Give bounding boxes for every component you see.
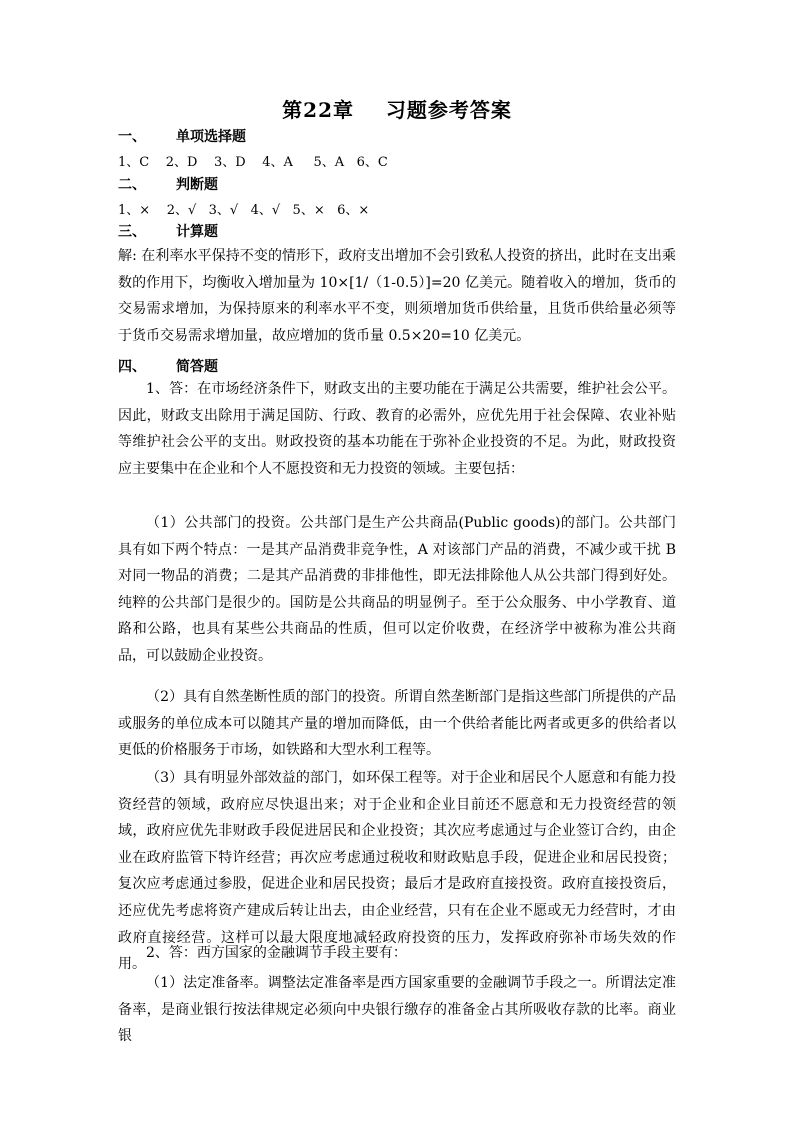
section-number: 三、 — [118, 224, 146, 240]
section-name: 判断题 — [176, 177, 218, 193]
section-number: 二、 — [118, 177, 146, 193]
single-choice-answers: 1、C 2、D 3、D 4、A 5、A 6、C — [118, 155, 388, 170]
section-name: 简答题 — [176, 359, 218, 375]
section-heading-calculation — [118, 221, 218, 241]
section-name: 计算题 — [176, 224, 218, 240]
calculation-answer: 解: 在利率水平保持不变的情形下，政府支出增加不会引致私人投资的挤出，此时在支出乘数的作用下，均衡收入增加量为 10×[1/（1-0.5）]=20 亿美元。随着收入的增加，货币的交易需求增加，为保持原来的利率水平不变，则须增加货币供给量，且货币供给量必须等于货币交易需求增加量，故应增加的货币量 0.5×20=10 亿美元。 — [118, 248, 676, 344]
answer-2-intro: 2、答：西方国家的金融调节手段主要有： — [146, 945, 407, 961]
answer-1-point-3: （3）具有明显外部效益的部门，如环保工程等。对于企业和居民个人愿意和有能力投资经营的领域，政府应尽快退出来；对于企业和企业目前还不愿意和无力投资经营的领域，政府应优先非财政手段促进居民和企业投资；其次应考虑通过与企业签订合约，由企业在政府监管下特许经营；再次应考虑通过税收和财政贴息手段，促进企业和居民投资；复次应考虑通过参股，促进企业和居民投资；最后才是政府直接投资。政府直接投资后，还应优先考虑将资产建成后转让出去，由企业经营，只有在企业不愿或无力经营时，才由政府直接经营。这样可以最大限度地减轻政府投资的压力，发挥政府弥补市场失效的作用。 — [118, 770, 676, 973]
section-number: 一、 — [118, 129, 146, 145]
section-number: 四、 — [118, 359, 146, 375]
section-heading-single-choice — [118, 126, 246, 146]
answer-2-point-1: （1）法定准备率。调整法定准备率是西方国家重要的金融调节手段之一。所谓法定准备率，是商业银行按法律规定必须向中央银行缴存的准备金占其所吸收存款的比率。商业银 — [118, 975, 676, 1045]
section-heading-true-false — [118, 174, 218, 194]
section-name: 单项选择题 — [176, 129, 246, 145]
answer-1-point-2: （2）具有自然垄断性质的部门的投资。所谓自然垄断部门是指这些部门所提供的产品或服务的单位成本可以随其产量的增加而降低，由一个供给者能比两者或更多的供给者以更低的价格服务于市场，如铁路和大型水利工程等。 — [118, 689, 676, 759]
answer-1-point-1: （1）公共部门的投资。公共部门是生产公共商品(Public goods)的部门。公共部门具有如下两个特点：一是其产品消费非竞争性，A 对该部门产品的消费，不减少或干扰 B 对同一物品的消费；二是其产品消费的非排他性，即无法排除他人从公共部门得到好处。纯粹的公共部门是很少的。国防是公共商品的明显例子。至于公众服务、中小学教育、道路和公路，也具有某些公共商品的性质，但可以定价收费，在经济学中被称为准公共商品，可以鼓励企业投资。 — [118, 515, 676, 664]
answer-1-intro: 1、答：在市场经济条件下，财政支出的主要功能在于满足公共需要，维护社会公平。因此，财政支出除用于满足国防、行政、教育的必需外，应优先用于社会保障、农业补贴等维护社会公平的支出。财政投资的基本功能在于弥补企业投资的不足。为此，财政投资应主要集中在企业和个人不愿投资和无力投资的领域。主要包括： — [118, 381, 676, 477]
page-title: 第22章 习题参考答案 — [282, 98, 512, 122]
section-heading-short-answer — [118, 356, 218, 376]
true-false-answers: 1、× 2、√ 3、√ 4、√ 5、× 6、× — [118, 203, 370, 218]
